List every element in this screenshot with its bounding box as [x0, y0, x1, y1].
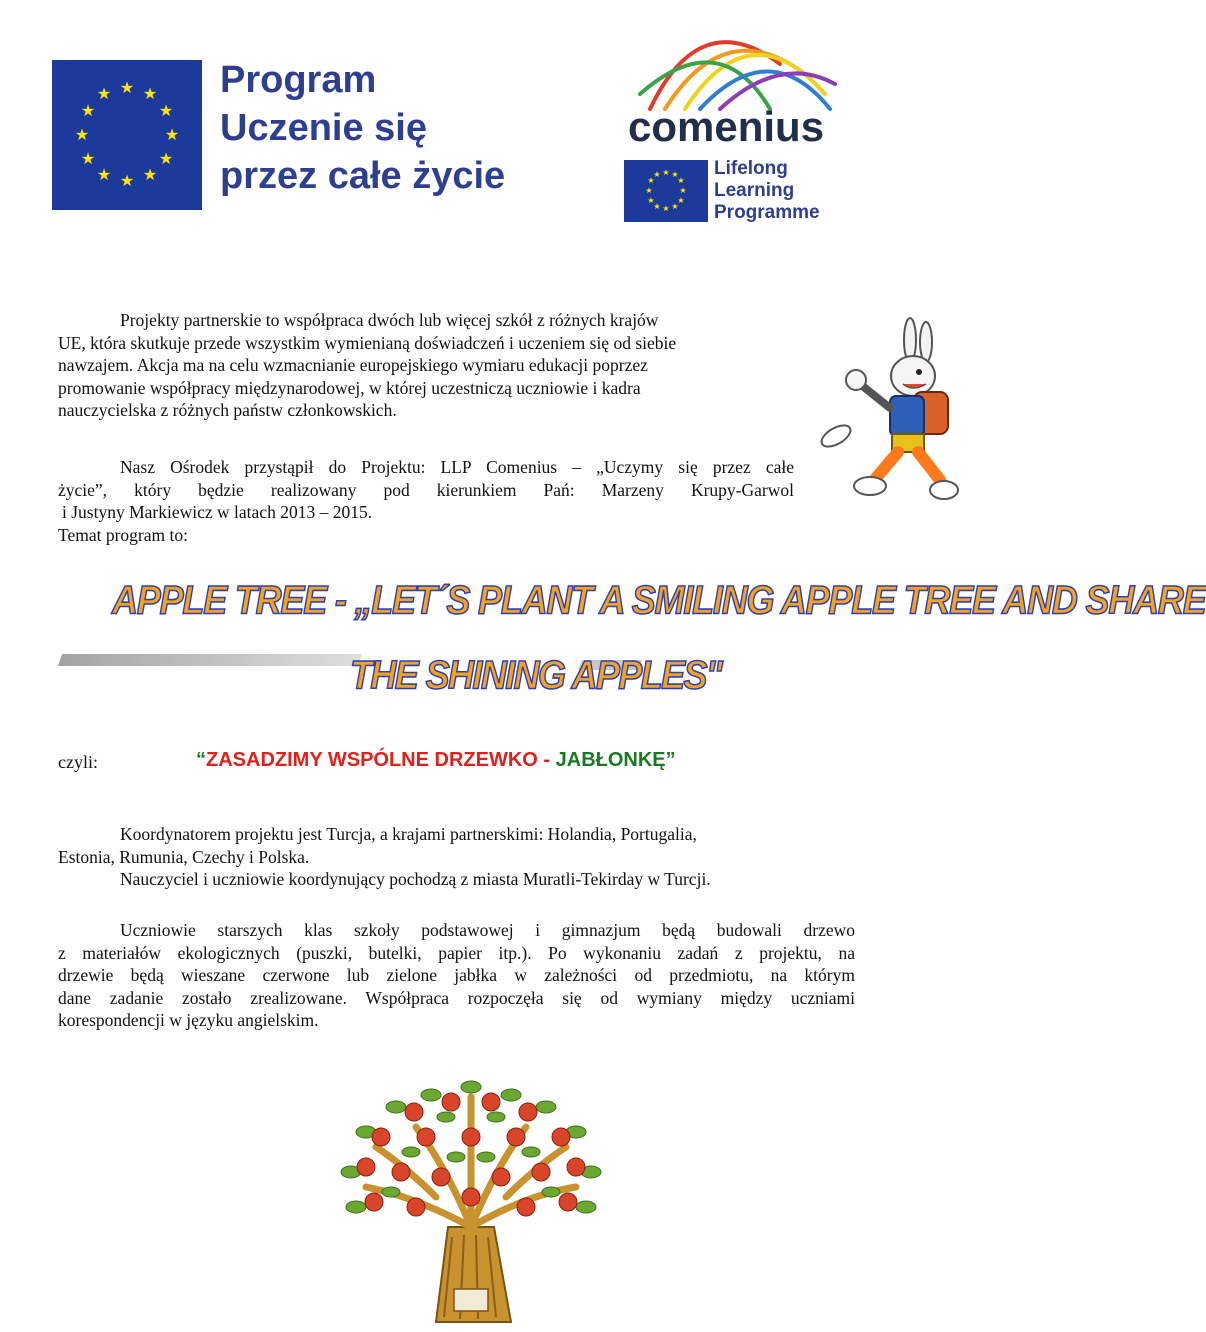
activity-line: dane zadanie zostało zrealizowane. Współpraca rozpoczęła się od wymiany między uczniami [58, 987, 855, 1008]
eu-flag-icon [52, 60, 202, 210]
project-line: i Justyny Markiewicz w latach 2013 – 2015. [62, 502, 373, 522]
svg-text:★: ★ [119, 171, 135, 190]
svg-text:★: ★ [80, 149, 96, 168]
intro-line: Projekty partnerskie to współpraca dwóch lub więcej szkół z różnych krajów [120, 310, 659, 330]
intro-paragraph [58, 309, 803, 422]
coordination-line: Nauczyciel i uczniowie koordynujący pochodzą z miasta Muratli-Tekirday w Turcji. [120, 869, 711, 889]
svg-text:★: ★ [142, 84, 158, 103]
comenius-logo [624, 10, 844, 225]
slogan-green: JABŁONKĘ [555, 749, 666, 771]
banner-title-line-2: THE SHINING APPLES" [350, 652, 722, 698]
intro-line: UE, która skutkuje przede wszystkim wymienianą doświadczeń i uczeniem się od siebie [58, 332, 677, 353]
lifelong-label: Lifelong [714, 158, 788, 179]
project-line: Temat program to: [58, 524, 188, 545]
program-logo-line-1: Program [220, 59, 377, 101]
slogan-separator: - [537, 749, 556, 771]
intro-line: nauczycielska z różnych państw członkowskich. [58, 400, 397, 420]
rabbit-illustration [818, 318, 958, 503]
coordination-paragraph [58, 823, 858, 891]
rainbow-arcs-icon [630, 14, 840, 114]
svg-text:★: ★ [158, 101, 174, 120]
slogan [196, 747, 676, 773]
coordination-line: Estonia, Rumunia, Czechy i Polska. [58, 846, 310, 867]
activity-line: z materiałów ekologicznych (puszki, butelki, papier itp.). Po wykonaniu zadań z projektu, na [58, 942, 855, 963]
eu-flag-small-icon [624, 160, 708, 222]
banner-title-line-1: APPLE TREE - „LET´S PLANT A SMILING APPLE TREE AND SHARE [112, 577, 1206, 623]
svg-text:★: ★ [80, 101, 96, 120]
svg-text:★: ★ [142, 165, 158, 184]
svg-text:★: ★ [158, 149, 174, 168]
activity-paragraph [58, 919, 855, 1032]
slogan-open-quote: “ [196, 749, 206, 771]
activity-line: drzewie będą wieszane czerwone lub zielone jabłka w zależności od przedmiotu, na którym [58, 965, 855, 985]
program-logo-line-3: przez całe życie [220, 155, 506, 197]
slogan-close-quote: ” [665, 749, 676, 771]
learning-label: Learning [714, 180, 795, 201]
project-line: Nasz Ośrodek przystąpił do Projektu: LLP Comenius – „Uczymy się przez całe [120, 457, 794, 477]
comenius-wordmark: comenius [628, 103, 825, 150]
svg-text:★: ★ [96, 165, 112, 184]
project-paragraph [58, 456, 794, 546]
svg-text:★: ★ [677, 176, 685, 185]
svg-text:★: ★ [662, 168, 670, 177]
svg-text:★: ★ [653, 170, 661, 179]
activity-line: Uczniowie starszych klas szkoły podstawowej i gimnazjum będą budowali drzewo [120, 920, 855, 940]
svg-text:★: ★ [647, 176, 655, 185]
program-logo [52, 60, 542, 210]
svg-text:★: ★ [679, 186, 687, 195]
svg-text:★: ★ [677, 196, 685, 205]
svg-text:★: ★ [671, 170, 679, 179]
intro-line: promowanie współpracy międzynarodowej, w której uczestniczą uczniowie i kadra [58, 377, 641, 398]
banner-shadow [58, 654, 362, 666]
svg-text:★: ★ [662, 204, 670, 213]
project-line: życie”, który będzie realizowany pod kierunkiem Pań: Marzeny Krupy-Garwol [58, 479, 794, 500]
apple-tree-illustration [336, 1077, 606, 1332]
svg-text:★: ★ [653, 202, 661, 211]
svg-text:★: ★ [96, 84, 112, 103]
slogan-red: ZASADZIMY WSPÓLNE DRZEWKO [206, 749, 538, 771]
program-logo-line-2: Uczenie się [220, 107, 427, 149]
programme-label: Programme [714, 202, 820, 223]
svg-text:★: ★ [119, 78, 135, 97]
intro-line: nawzajem. Akcja ma na celu wzmacnianie europejskiego wymiaru edukacji poprzez [58, 355, 648, 375]
activity-line: korespondencji w języku angielskim. [58, 1010, 319, 1030]
svg-text:★: ★ [647, 196, 655, 205]
svg-text:★: ★ [645, 186, 653, 195]
czyli-label: czyli: [58, 752, 98, 772]
svg-text:★: ★ [164, 125, 180, 144]
svg-text:★: ★ [74, 125, 90, 144]
svg-text:★: ★ [671, 202, 679, 211]
coordination-line: Koordynatorem projektu jest Turcja, a krajami partnerskimi: Holandia, Portugalia, [120, 824, 697, 844]
